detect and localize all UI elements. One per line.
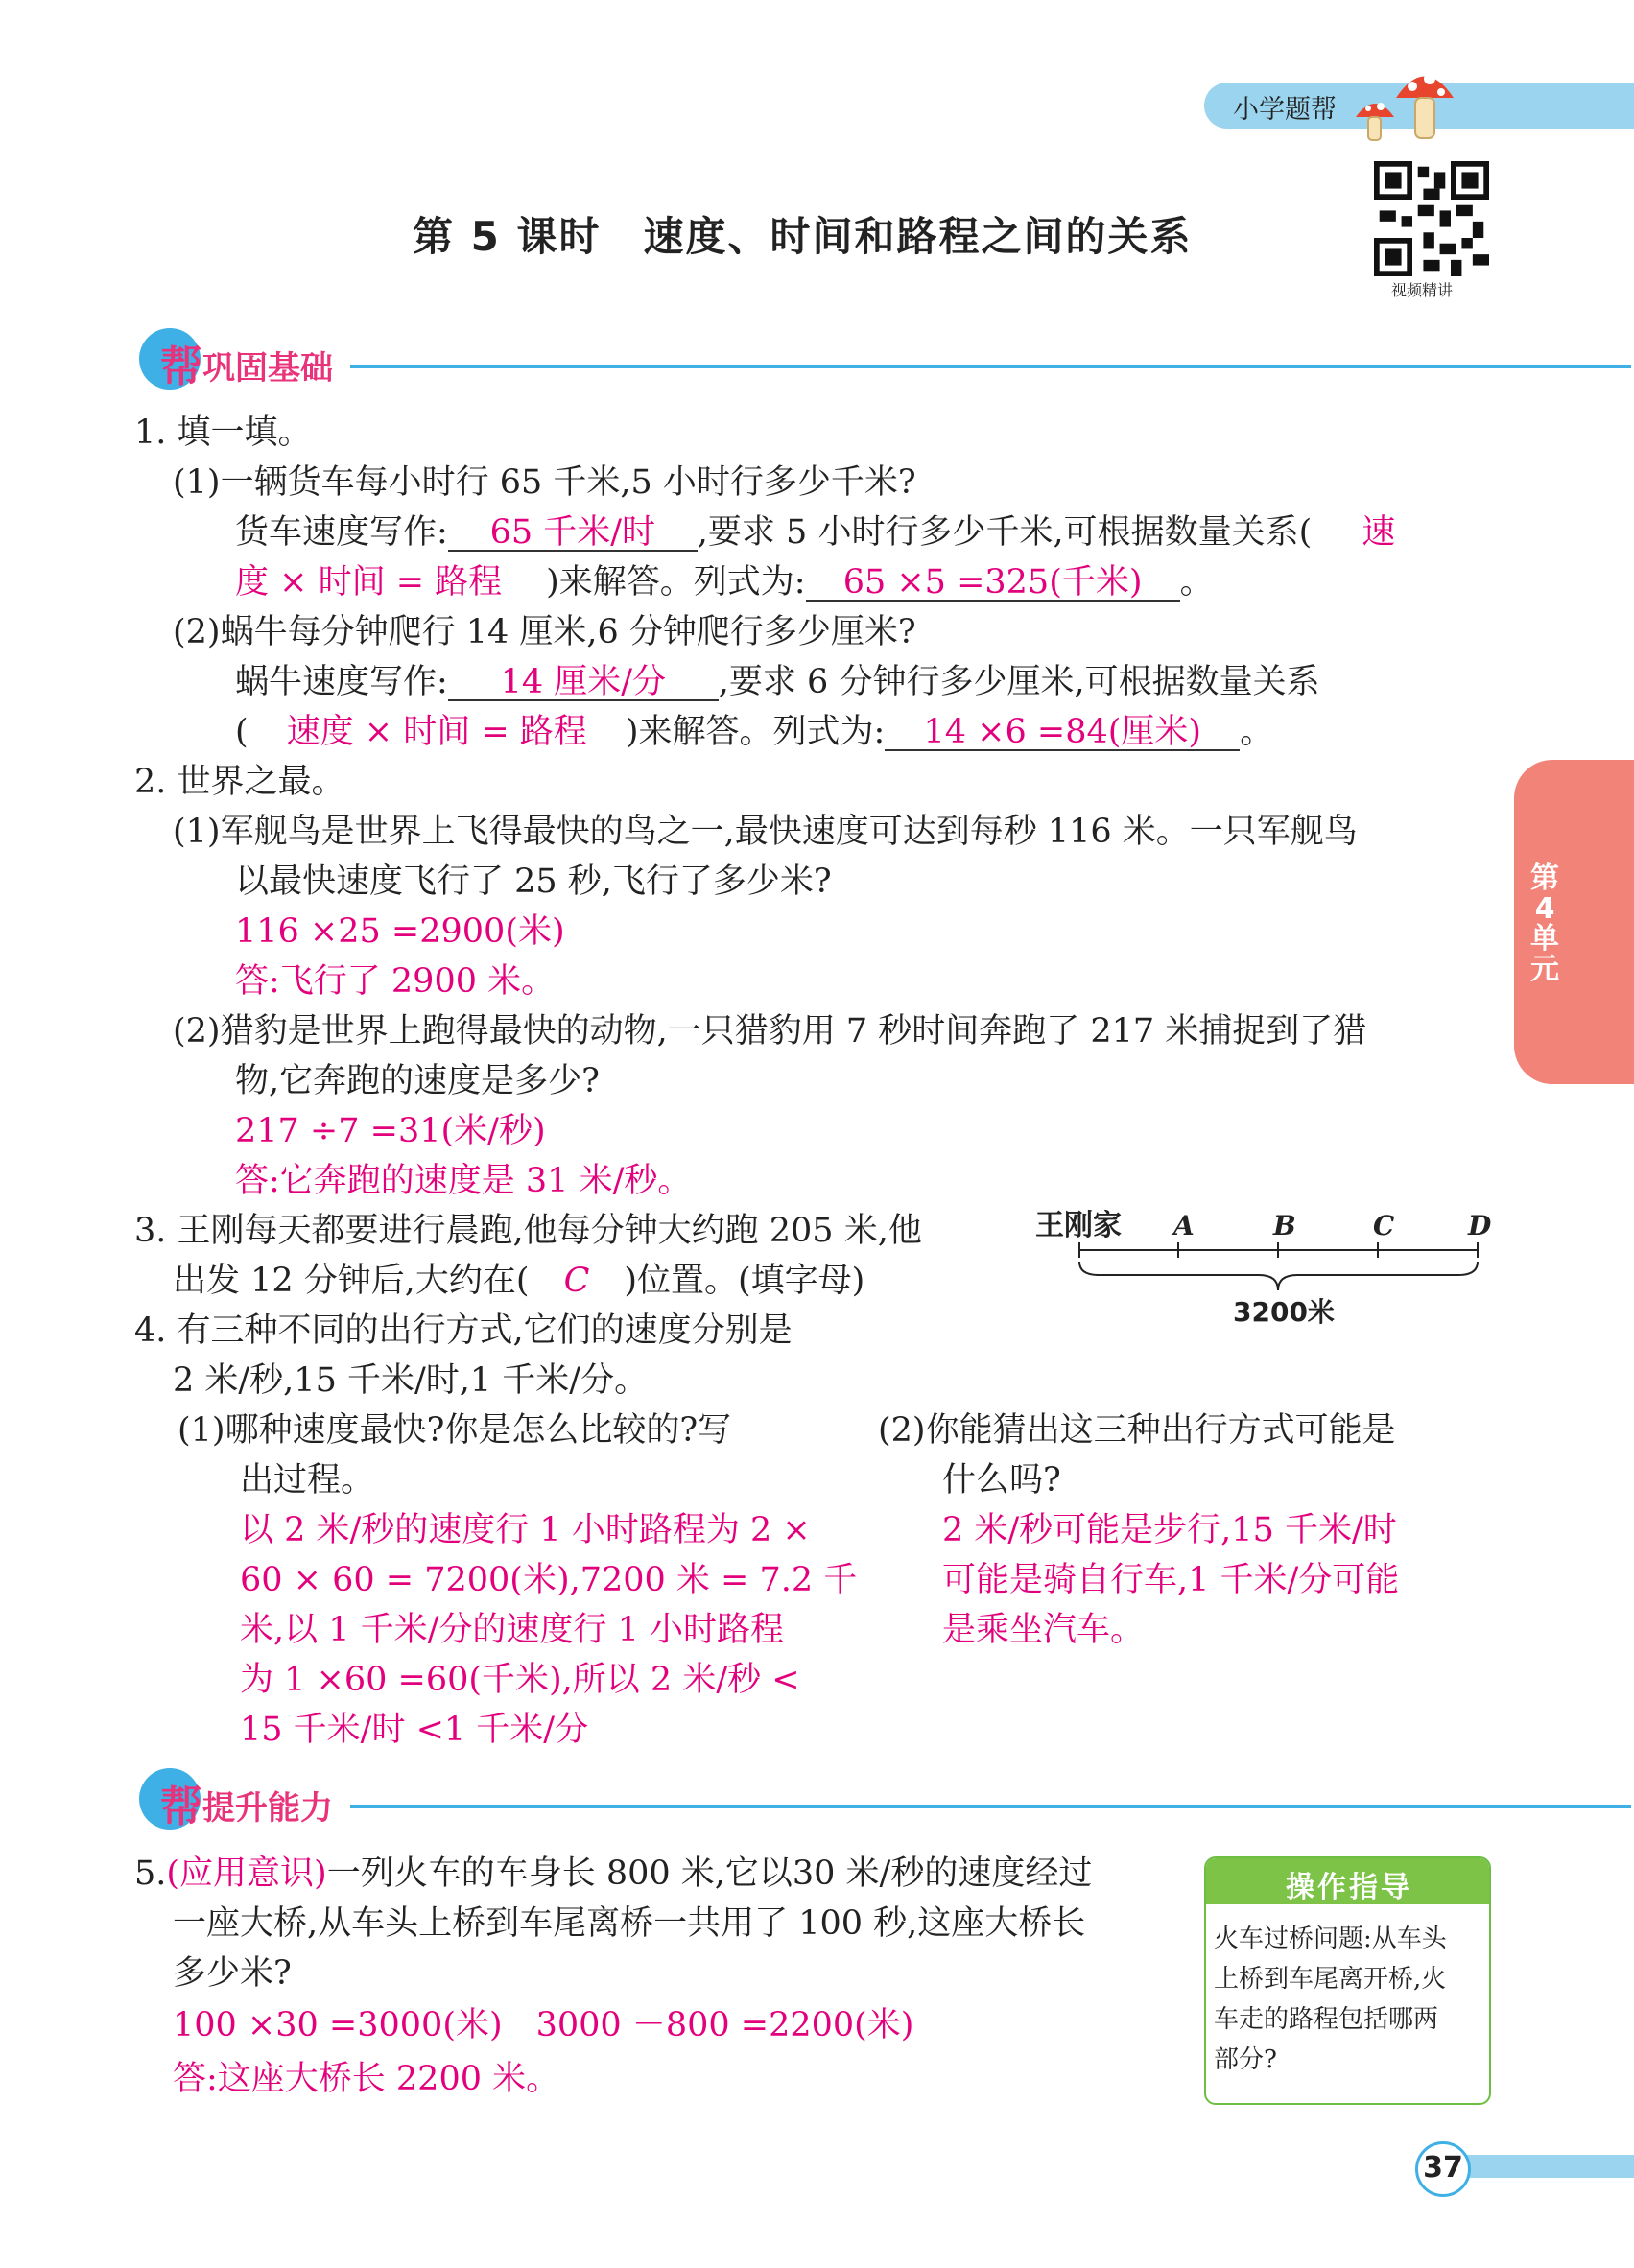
section-header-basic (139, 328, 1492, 390)
q4-part1-answer-line: 为 1 ×60 =60(千米),所以 2 米/秒 < (240, 1661, 800, 1699)
q5-line1 (134, 1857, 1092, 1891)
q4-line2: 2 米/秒,15 千米/时,1 千米/分。 (173, 1361, 649, 1400)
q1-p1-end: 。 (1179, 563, 1214, 602)
q1-p2-paren: ( (235, 713, 249, 751)
tip-line: 部分? (1214, 2045, 1277, 2074)
unit-side-tab-label: 第4单元 (1530, 862, 1559, 986)
section-rule (350, 365, 1631, 368)
mushroom-icon (1391, 59, 1458, 146)
q5-answer-equation: 100 ×30 =3000(米) 3000 －800 =2200(米) (173, 2006, 914, 2044)
q1-p1-text-a: 货车速度写作: (235, 513, 448, 552)
q1-p1-text-b: ,要求 5 小时行多少千米,可根据数量关系( (697, 513, 1313, 552)
section-header-advance (139, 1768, 1492, 1830)
q1-title: 1. 填一填。 (134, 413, 312, 452)
q1-p1-answer-a: 速 (1362, 513, 1396, 552)
q5-line2: 一座大桥,从车头上桥到车尾离桥一共用了 100 秒,这座大桥长 (173, 1904, 1086, 1943)
small-mushroom-icon (1353, 94, 1397, 144)
section-title: 提升能力 (202, 1789, 333, 1828)
q4-part1-line2: 出过程。 (240, 1461, 375, 1500)
q3-text-a: 出发 12 分钟后,大约在( (173, 1262, 530, 1300)
tip-line: 车走的路程包括哪两 (1214, 2005, 1439, 2034)
q2-part1-line1: (1)军舰鸟是世界上飞得最快的鸟之一,最快速度可达到每秒 116 米。一只军舰鸟 (173, 813, 1358, 851)
q5-number: 5. (134, 1855, 167, 1893)
q2-title: 2. 世界之最。 (134, 763, 345, 801)
q1-p2-end: 。 (1240, 713, 1274, 751)
q4-part2-line1: (2)你能猜出这三种出行方式可能是 (878, 1411, 1396, 1450)
diagram-distance-label: 3200米 (1233, 1296, 1335, 1328)
q4-part2-answer-line: 可能是骑自行车,1 千米/分可能 (942, 1561, 1400, 1599)
q2-part2-answer-equation: 217 ÷7 =31(米/秒) (235, 1112, 546, 1150)
q4-part2-line2: 什么吗? (942, 1461, 1061, 1500)
q1-p2-blank-equation[interactable]: 14 ×6 =84(厘米) (885, 716, 1240, 751)
q1-part2-line1 (235, 663, 1320, 701)
q3-line1: 3. 王刚每天都要进行晨跑,他每分钟大约跑 205 米,他 (134, 1212, 922, 1250)
section-title: 巩固基础 (202, 349, 333, 388)
brand-label: 小学题帮 (1233, 95, 1337, 125)
qr-caption: 视频精讲 (1391, 281, 1454, 299)
q1-p1-blank-equation[interactable]: 65 ×5 =325(千米) (806, 566, 1180, 602)
tip-line: 上桥到车尾离开桥,火 (1214, 1965, 1447, 1994)
q4-line1: 4. 有三种不同的出行方式,它们的速度分别是 (134, 1311, 793, 1350)
q1-part2-question: (2)蜗牛每分钟爬行 14 厘米,6 分钟爬行多少厘米? (173, 613, 916, 651)
q1-p1-blank-speed[interactable]: 65 千米/时 (448, 516, 698, 552)
diagram-point-d: D (1468, 1210, 1492, 1241)
q3-line2 (173, 1264, 864, 1298)
q5-answer-text: 答:这座大桥长 2200 米。 (173, 2060, 560, 2098)
q1-p2-blank-speed[interactable]: 14 厘米/分 (448, 666, 719, 701)
q2-part2-line1: (2)猎豹是世界上跑得最快的动物,一只猎豹用 7 秒时间奔跑了 217 米捕捉到了猎 (173, 1012, 1367, 1051)
q3-text-b: )位置。(填字母) (624, 1262, 865, 1300)
qr-code-icon[interactable] (1374, 161, 1489, 276)
q1-part1-line1 (235, 513, 1396, 552)
q5-tag: (应用意识) (166, 1855, 327, 1893)
q2-part2-line2: 物,它奔跑的速度是多少? (235, 1062, 600, 1100)
q1-p2-text-b: ,要求 6 分钟行多少厘米,可根据数量关系 (718, 663, 1320, 701)
q1-p2-text-a: 蜗牛速度写作: (235, 663, 448, 701)
page-title: 第 5 课时 速度、时间和路程之间的关系 (413, 213, 1193, 260)
q4-part2-answer-line: 是乘坐汽车。 (942, 1611, 1145, 1649)
q1-p2-answer: 速度 × 时间 = 路程 (286, 713, 587, 751)
q4-part1-line1: (1)哪种速度最快?你是怎么比较的?写 (178, 1411, 732, 1450)
q1-p1-text-c: )来解答。列式为: (546, 563, 806, 602)
q5-line3: 多少米? (173, 1954, 292, 1993)
q1-part1-line2 (235, 563, 1214, 602)
q2-part1-answer-equation: 116 ×25 =2900(米) (235, 912, 565, 951)
route-diagram (1031, 1204, 1511, 1329)
q4-part1-answer-line: 以 2 米/秒的速度行 1 小时路程为 2 × (240, 1511, 811, 1549)
diagram-point-c: C (1373, 1210, 1395, 1241)
page-number: 37 (1423, 2151, 1463, 2185)
tip-line: 火车过桥问题:从车头 (1214, 1925, 1447, 1953)
q5-text: 一列火车的车身长 800 米,它以30 米/秒的速度经过 (326, 1855, 1093, 1893)
q1-part1-question: (1)一辆货车每小时行 65 千米,5 小时行多少千米? (173, 463, 916, 502)
q1-p1-answer-b: 度 × 时间 = 路程 (235, 563, 503, 602)
q4-part2-answer-line: 2 米/秒可能是步行,15 千米/时 (942, 1511, 1397, 1549)
diagram-home-label: 王刚家 (1035, 1209, 1122, 1242)
diagram-point-b: B (1273, 1210, 1296, 1241)
q1-p2-text-c: )来解答。列式为: (625, 713, 886, 751)
q2-part1-line2: 以最快速度飞行了 25 秒,飞行了多少米? (235, 862, 832, 901)
section-rule (350, 1805, 1631, 1808)
q2-part2-answer-text: 答:它奔跑的速度是 31 米/秒。 (235, 1162, 692, 1200)
diagram-point-a: A (1173, 1210, 1195, 1241)
tip-title: 操作指导 (1286, 1871, 1412, 1904)
section-badge-char: 帮 (160, 343, 202, 391)
diagram-brace (1079, 1262, 1478, 1290)
q4-part1-answer-line: 60 × 60 = 7200(米),7200 米 = 7.2 千 (240, 1561, 858, 1599)
q2-part1-answer-text: 答:飞行了 2900 米。 (235, 962, 556, 1001)
section-badge-char: 帮 (160, 1783, 202, 1831)
q4-part1-answer-line: 米,以 1 千米/分的速度行 1 小时路程 (240, 1611, 784, 1649)
q3-answer[interactable]: C (563, 1262, 590, 1300)
q4-part1-answer-line: 15 千米/时 <1 千米/分 (240, 1711, 589, 1749)
q1-part2-line2 (235, 713, 1274, 751)
